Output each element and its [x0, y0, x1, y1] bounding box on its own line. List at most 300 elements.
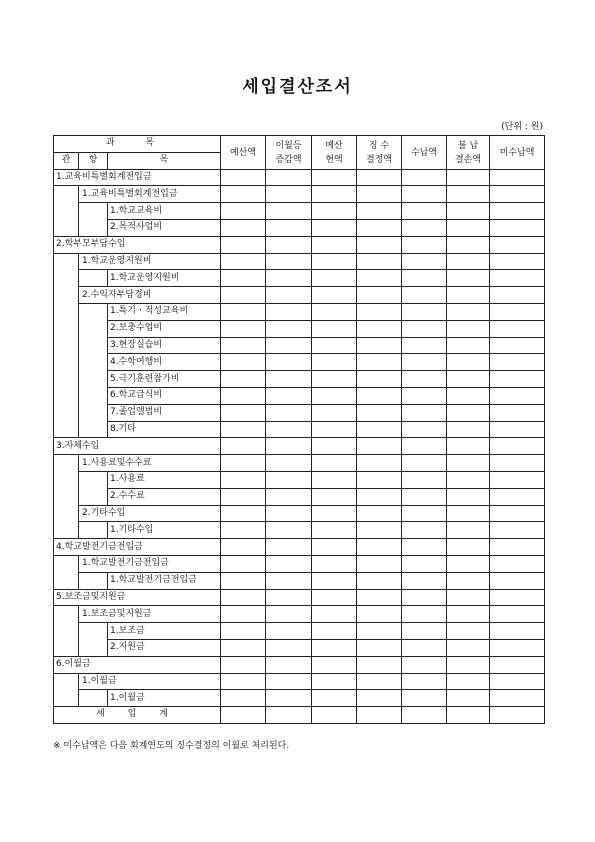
- amount-cell: [312, 471, 357, 488]
- table-row: [54, 539, 545, 556]
- amount-cell: [312, 639, 357, 656]
- amount-cell: [312, 522, 357, 539]
- amount-cell: [357, 387, 402, 404]
- total-amount-cell: [357, 707, 402, 724]
- amount-cell: [266, 404, 312, 421]
- table-row: [54, 555, 545, 572]
- amount-cell: [312, 690, 357, 707]
- amount-cell: [490, 387, 545, 404]
- table-row: [54, 287, 545, 304]
- amount-cell: [447, 169, 490, 186]
- gwan-indent-cell: [54, 186, 79, 236]
- table-row: [54, 639, 545, 656]
- amount-cell: [266, 623, 312, 640]
- row-label: 4.수학여행비: [108, 354, 221, 371]
- amount-cell: [266, 387, 312, 404]
- row-label: 3.현장실습비: [108, 337, 221, 354]
- revenue-settlement-table: [53, 135, 545, 724]
- amount-cell: [312, 186, 357, 203]
- total-row: [54, 707, 545, 724]
- amount-cell: [221, 371, 266, 388]
- hang-indent-cell: [79, 690, 108, 707]
- amount-cell: [312, 488, 357, 505]
- amount-cell: [312, 270, 357, 287]
- amount-cell: [490, 690, 545, 707]
- unit-label: (단위 : 원): [501, 122, 543, 132]
- amount-cell: [266, 505, 312, 522]
- amount-cell: [221, 404, 266, 421]
- row-label: 2.수수료: [108, 488, 221, 505]
- amount-cell: [490, 219, 545, 236]
- row-label: 2.기타수입: [79, 505, 221, 522]
- amount-cell: [357, 589, 402, 606]
- amount-cell: [221, 589, 266, 606]
- amount-cell: [357, 505, 402, 522]
- amount-cell: [402, 236, 447, 253]
- hang-indent-cell: [79, 623, 108, 657]
- row-label: 2.지원금: [108, 639, 221, 656]
- table-row: [54, 253, 545, 270]
- amount-cell: [447, 656, 490, 673]
- amount-cell: [490, 539, 545, 556]
- amount-cell: [402, 270, 447, 287]
- row-label: 1.이월금: [79, 673, 221, 690]
- amount-cell: [357, 354, 402, 371]
- amount-cell: [447, 371, 490, 388]
- amount-cell: [357, 320, 402, 337]
- amount-cell: [266, 169, 312, 186]
- amount-cell: [357, 623, 402, 640]
- table-row: [54, 522, 545, 539]
- amount-cell: [447, 219, 490, 236]
- amount-cell: [266, 438, 312, 455]
- amount-cell: [490, 236, 545, 253]
- amount-cell: [221, 623, 266, 640]
- amount-cell: [221, 287, 266, 304]
- amount-cell: [357, 253, 402, 270]
- amount-cell: [266, 522, 312, 539]
- hang-indent-cell: [79, 522, 108, 539]
- table-row: [54, 203, 545, 220]
- row-label: 6.학교급식비: [108, 387, 221, 404]
- amount-cell: [221, 555, 266, 572]
- amount-cell: [357, 539, 402, 556]
- gwan-indent-cell: [54, 673, 79, 707]
- amount-cell: [221, 572, 266, 589]
- gwan-indent-cell: [54, 455, 79, 539]
- amount-cell: [312, 337, 357, 354]
- amount-cell: [357, 555, 402, 572]
- total-amount-cell: [221, 707, 266, 724]
- table-row: [54, 589, 545, 606]
- amount-cell: [490, 303, 545, 320]
- table-row: [54, 270, 545, 287]
- amount-cell: [357, 572, 402, 589]
- row-label: 1.교육비특별회계전입금: [79, 186, 221, 203]
- hang-indent-cell: [79, 303, 108, 437]
- table-row: [54, 572, 545, 589]
- amount-cell: [402, 555, 447, 572]
- amount-cell: [447, 354, 490, 371]
- row-label: 2.수익자부담경비: [79, 287, 221, 304]
- amount-cell: [221, 639, 266, 656]
- header-col-received: 수납액: [402, 136, 447, 170]
- row-label: 2.학부모부담수입: [54, 236, 221, 253]
- amount-cell: [312, 539, 357, 556]
- amount-cell: [447, 287, 490, 304]
- row-label: 6.이월금: [54, 656, 221, 673]
- amount-cell: [490, 371, 545, 388]
- amount-cell: [221, 169, 266, 186]
- amount-cell: [490, 639, 545, 656]
- amount-cell: [312, 236, 357, 253]
- amount-cell: [402, 455, 447, 472]
- amount-cell: [221, 337, 266, 354]
- amount-cell: [447, 270, 490, 287]
- amount-cell: [402, 522, 447, 539]
- amount-cell: [490, 673, 545, 690]
- row-label: 1.사용료: [108, 471, 221, 488]
- amount-cell: [490, 404, 545, 421]
- amount-cell: [266, 639, 312, 656]
- row-label: 1.보조금및지원금: [79, 606, 221, 623]
- amount-cell: [266, 303, 312, 320]
- amount-cell: [266, 421, 312, 438]
- amount-cell: [447, 236, 490, 253]
- amount-cell: [447, 421, 490, 438]
- amount-cell: [447, 387, 490, 404]
- amount-cell: [490, 522, 545, 539]
- amount-cell: [221, 354, 266, 371]
- amount-cell: [357, 690, 402, 707]
- amount-cell: [312, 287, 357, 304]
- table-row: [54, 656, 545, 673]
- amount-cell: [490, 606, 545, 623]
- amount-cell: [402, 438, 447, 455]
- amount-cell: [266, 337, 312, 354]
- amount-cell: [357, 186, 402, 203]
- header-mok: 목: [108, 152, 221, 169]
- amount-cell: [312, 656, 357, 673]
- row-label: 1.기타수입: [108, 522, 221, 539]
- table-row: [54, 236, 545, 253]
- amount-cell: [357, 673, 402, 690]
- amount-cell: [221, 270, 266, 287]
- header-col-unreceived: 미수납액: [490, 136, 545, 170]
- row-label: 8.기타: [108, 421, 221, 438]
- hang-indent-cell: [79, 572, 108, 589]
- row-label: 1.사용료및수수료: [79, 455, 221, 472]
- amount-cell: [402, 572, 447, 589]
- amount-cell: [490, 589, 545, 606]
- row-label: 3.자체수입: [54, 438, 221, 455]
- amount-cell: [357, 236, 402, 253]
- row-label: 1.교육비특별회계전입금: [54, 169, 221, 186]
- amount-cell: [490, 253, 545, 270]
- total-amount-cell: [402, 707, 447, 724]
- table-row: [54, 337, 545, 354]
- amount-cell: [490, 270, 545, 287]
- amount-cell: [312, 320, 357, 337]
- row-label: 5.보조금및지원금: [54, 589, 221, 606]
- amount-cell: [402, 471, 447, 488]
- amount-cell: [312, 387, 357, 404]
- amount-cell: [402, 203, 447, 220]
- amount-cell: [447, 488, 490, 505]
- amount-cell: [490, 203, 545, 220]
- amount-cell: [221, 387, 266, 404]
- amount-cell: [357, 219, 402, 236]
- amount-cell: [447, 623, 490, 640]
- page-title: 세입결산조서: [242, 77, 353, 97]
- amount-cell: [357, 522, 402, 539]
- amount-cell: [447, 253, 490, 270]
- amount-cell: [221, 690, 266, 707]
- amount-cell: [402, 169, 447, 186]
- row-label: 1.학교발전기금전입금: [79, 555, 221, 572]
- amount-cell: [402, 606, 447, 623]
- header-col-levy-decision: 징 수 결정액: [357, 136, 402, 170]
- header-row-1: [54, 136, 545, 153]
- row-label: 1.이월금: [108, 690, 221, 707]
- amount-cell: [447, 673, 490, 690]
- table-row: [54, 320, 545, 337]
- amount-cell: [447, 589, 490, 606]
- hang-indent-cell: [79, 471, 108, 505]
- amount-cell: [357, 455, 402, 472]
- amount-cell: [402, 589, 447, 606]
- amount-cell: [447, 555, 490, 572]
- row-label: 4.학교발전기금전입금: [54, 539, 221, 556]
- amount-cell: [266, 287, 312, 304]
- amount-cell: [402, 623, 447, 640]
- amount-cell: [221, 673, 266, 690]
- amount-cell: [490, 572, 545, 589]
- amount-cell: [490, 438, 545, 455]
- amount-cell: [357, 270, 402, 287]
- amount-cell: [490, 623, 545, 640]
- amount-cell: [357, 488, 402, 505]
- amount-cell: [312, 404, 357, 421]
- amount-cell: [266, 488, 312, 505]
- header-col-budget: 예산액: [221, 136, 266, 170]
- amount-cell: [402, 404, 447, 421]
- table-row: [54, 623, 545, 640]
- row-label: 1.보조금: [108, 623, 221, 640]
- total-amount-cell: [490, 707, 545, 724]
- amount-cell: [266, 572, 312, 589]
- table-row: [54, 505, 545, 522]
- amount-cell: [402, 253, 447, 270]
- table-row: [54, 371, 545, 388]
- header-subject-group: 과 목: [54, 136, 221, 153]
- amount-cell: [266, 219, 312, 236]
- table-row: [54, 387, 545, 404]
- amount-cell: [402, 287, 447, 304]
- amount-cell: [357, 656, 402, 673]
- amount-cell: [447, 455, 490, 472]
- row-label: 1.학교발전기금전입금: [108, 572, 221, 589]
- amount-cell: [490, 186, 545, 203]
- amount-cell: [490, 455, 545, 472]
- amount-cell: [221, 656, 266, 673]
- amount-cell: [312, 455, 357, 472]
- table-row: [54, 690, 545, 707]
- table-row: [54, 404, 545, 421]
- amount-cell: [447, 438, 490, 455]
- amount-cell: [221, 455, 266, 472]
- amount-cell: [447, 186, 490, 203]
- amount-cell: [447, 404, 490, 421]
- amount-cell: [447, 320, 490, 337]
- amount-cell: [402, 639, 447, 656]
- amount-cell: [221, 186, 266, 203]
- amount-cell: [357, 371, 402, 388]
- header-gwan: 관: [54, 152, 79, 169]
- row-label: 5.극기훈련참가비: [108, 371, 221, 388]
- header-col-carryover: 이월등 증감액: [266, 136, 312, 170]
- header-col-deficit: 불 납 결손액: [447, 136, 490, 170]
- amount-cell: [312, 303, 357, 320]
- amount-cell: [447, 203, 490, 220]
- amount-cell: [266, 186, 312, 203]
- amount-cell: [266, 270, 312, 287]
- amount-cell: [266, 371, 312, 388]
- amount-cell: [357, 303, 402, 320]
- amount-cell: [221, 505, 266, 522]
- gwan-indent-cell: [54, 606, 79, 656]
- gwan-indent-cell: [54, 253, 79, 438]
- amount-cell: [221, 522, 266, 539]
- amount-cell: [402, 387, 447, 404]
- amount-cell: [357, 471, 402, 488]
- amount-cell: [312, 589, 357, 606]
- amount-cell: [490, 505, 545, 522]
- table-row: [54, 455, 545, 472]
- amount-cell: [447, 572, 490, 589]
- amount-cell: [221, 219, 266, 236]
- amount-cell: [312, 371, 357, 388]
- amount-cell: [266, 455, 312, 472]
- amount-cell: [490, 320, 545, 337]
- amount-cell: [266, 690, 312, 707]
- table-row: [54, 186, 545, 203]
- amount-cell: [490, 555, 545, 572]
- amount-cell: [447, 639, 490, 656]
- amount-cell: [357, 639, 402, 656]
- amount-cell: [490, 471, 545, 488]
- amount-cell: [221, 236, 266, 253]
- amount-cell: [357, 404, 402, 421]
- table-row: [54, 606, 545, 623]
- amount-cell: [490, 354, 545, 371]
- amount-cell: [312, 572, 357, 589]
- amount-cell: [357, 169, 402, 186]
- amount-cell: [312, 169, 357, 186]
- table-row: [54, 421, 545, 438]
- total-amount-cell: [266, 707, 312, 724]
- amount-cell: [266, 253, 312, 270]
- amount-cell: [490, 421, 545, 438]
- amount-cell: [221, 606, 266, 623]
- amount-cell: [221, 320, 266, 337]
- amount-cell: [490, 488, 545, 505]
- amount-cell: [221, 421, 266, 438]
- amount-cell: [402, 673, 447, 690]
- amount-cell: [402, 303, 447, 320]
- header-hang: 항: [79, 152, 108, 169]
- amount-cell: [447, 539, 490, 556]
- amount-cell: [402, 690, 447, 707]
- amount-cell: [266, 236, 312, 253]
- hang-indent-cell: [79, 270, 108, 287]
- row-label: 1.학교운영지원비: [79, 253, 221, 270]
- amount-cell: [266, 589, 312, 606]
- amount-cell: [447, 471, 490, 488]
- amount-cell: [221, 438, 266, 455]
- amount-cell: [266, 555, 312, 572]
- footnote: ※ 미수납액은 다음 회계연도의 징수결정의 이월로 처리된다.: [53, 741, 290, 751]
- table-row: [54, 169, 545, 186]
- amount-cell: [312, 505, 357, 522]
- amount-cell: [312, 623, 357, 640]
- amount-cell: [266, 656, 312, 673]
- row-label: 1.학교운영지원비: [108, 270, 221, 287]
- table-row: [54, 488, 545, 505]
- amount-cell: [402, 421, 447, 438]
- amount-cell: [357, 203, 402, 220]
- gwan-indent-cell: [54, 555, 79, 589]
- amount-cell: [312, 606, 357, 623]
- amount-cell: [447, 303, 490, 320]
- amount-cell: [266, 673, 312, 690]
- amount-cell: [357, 421, 402, 438]
- amount-cell: [447, 522, 490, 539]
- amount-cell: [402, 656, 447, 673]
- amount-cell: [221, 303, 266, 320]
- amount-cell: [402, 186, 447, 203]
- table-row: [54, 219, 545, 236]
- amount-cell: [357, 287, 402, 304]
- amount-cell: [447, 505, 490, 522]
- total-amount-cell: [447, 707, 490, 724]
- amount-cell: [266, 320, 312, 337]
- amount-cell: [402, 488, 447, 505]
- amount-cell: [221, 539, 266, 556]
- header-col-current-budget: 예산 현액: [312, 136, 357, 170]
- amount-cell: [357, 438, 402, 455]
- amount-cell: [357, 337, 402, 354]
- amount-cell: [221, 488, 266, 505]
- amount-cell: [402, 505, 447, 522]
- row-label: 2.목적사업비: [108, 219, 221, 236]
- amount-cell: [490, 169, 545, 186]
- amount-cell: [312, 354, 357, 371]
- amount-cell: [402, 337, 447, 354]
- amount-cell: [490, 656, 545, 673]
- total-label: 세 입 계: [54, 707, 221, 724]
- amount-cell: [312, 203, 357, 220]
- amount-cell: [221, 253, 266, 270]
- table-row: [54, 471, 545, 488]
- amount-cell: [266, 539, 312, 556]
- amount-cell: [402, 371, 447, 388]
- total-amount-cell: [312, 707, 357, 724]
- amount-cell: [447, 337, 490, 354]
- table-row: [54, 438, 545, 455]
- amount-cell: [447, 690, 490, 707]
- row-label: 1.특기ㆍ적성교육비: [108, 303, 221, 320]
